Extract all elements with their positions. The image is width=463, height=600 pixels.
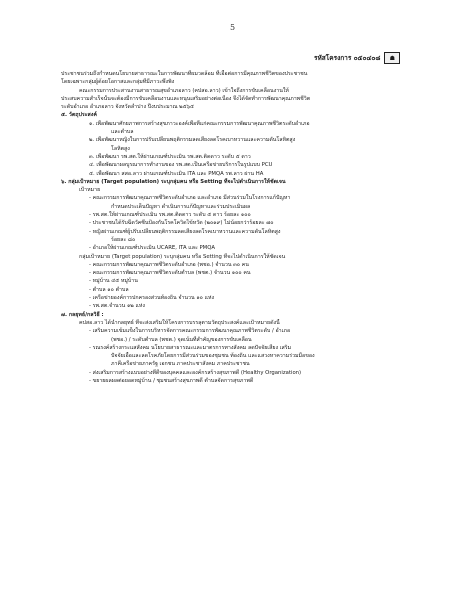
text-line: - รณรงค์สร้างกระแสสังคม นโยบายสาธารณะและมาตรการทางสังคม ลดปัจจัยเสี่ยง เสริม: [89, 344, 292, 351]
text-line: - หมู่บ้าน ๔๕ หมู่บ้าน: [89, 278, 138, 285]
text-line: - เครือข่ายองค์การปกครองส่วนท้องถิ่น จำนวน ๑๐ แห่ง: [89, 295, 215, 302]
text-line: - ตำบล ๑๐ ตำบล: [89, 286, 129, 293]
text-line: - คณะกรรมการพัฒนาคุณภาพชีวิตระดับอำเภอ (พชอ.) จำนวน ๓๐ คน: [89, 261, 249, 268]
text-line: ๔. เพื่อพัฒนาผลบูรณาการทำงานของ รพ.สต.เป็นเครือข่ายบริการในรูปแบบ PCU: [89, 162, 273, 169]
text-line: ๗. กลยุทธ์/กลวิธี :: [61, 311, 104, 318]
text-line: คปสอ.ลาว ได้นำกลยุทธ์ ที่จะส่งเสริมให้โครงการบรรลุตามวัตถุประสงค์และเป้าหมายดังนี้: [79, 319, 280, 326]
text-line: ๕. เพื่อพัฒนา สสอ.ลาว ผ่านเกณฑ์ประเมิน ITA และ PMQA รพ.ลาว ผ่าน HA: [89, 170, 264, 177]
text-line: โลหิตสูง: [111, 145, 130, 152]
text-line: ประสบความสำเร็จนั้นจะต้องมีการขับเคลื่อนงานและหนุนเสริมอย่างต่อเนื่อง จึงได้จัดทำการพัฒนาคุณภาพชีวิต: [61, 95, 311, 102]
text-line: ๑. เพื่อพัฒนาศักยภาพการสร้างสุขภาวะองค์เพื่อที่แก่คณะกรรมการพัฒนาคุณภาพชีวิตระดับอำเภอ: [89, 120, 310, 127]
text-line: - ส่งเสริมการสร้างแบบอย่างที่ดีของบุคคลและองค์กรสร้างสุขภาพดี (Healthy Organization): [89, 369, 302, 376]
page-number: 5: [230, 23, 236, 32]
project-code-label: รหัสโครงการ ๐๕๐๔๐๘: [314, 54, 381, 62]
text-line: ๒. เพื่อพัฒนาหญิงในการปรับเปลี่ยนพฤติกรรมลดเสี่ยงลดโรคเบาหวานและความดันโลหิตสูง: [89, 137, 296, 144]
text-line: และตำบล: [111, 129, 134, 136]
text-line: - ขยายผลผลต่อยอดหมู่บ้าน / ชุมชนสร้างสุขภาพดี ตำบลจัดการสุขภาพดี: [89, 377, 254, 384]
text-line: เป้าหมาย: [79, 187, 101, 194]
text-line: ปัจจัยเอื้อและลดโรคภัยโดยการมีส่วนร่วมของชุมชน ท้องถิ่น และแสวงหาความร่วมมือของ: [111, 353, 315, 360]
text-line: ๕. วัตถุประสงค์: [61, 112, 97, 119]
text-line: ๓. เพื่อพัฒนา รพ.สต.ให้ผ่านเกณฑ์ประเมิน รพ.สต.ติดดาว ระดับ ๕ ดาว: [89, 153, 251, 160]
text-line: กลุ่มเป้าหมาย (Target population) ระบุกลุ่มคน หรือ Setting ที่จะไปดำเนินการให้ชัดเจน: [79, 253, 286, 260]
project-code: [314, 52, 400, 64]
text-line: - คณะกรรมการพัฒนาคุณภาพชีวิตระดับตำบล (พชต.) จำนวน ๑๐๐ คน: [89, 270, 251, 277]
text-line: คณะกรรมการประสานงานสาธารณสุขอำเภอลาว (คปสอ.ลาว) เข้าใจถึงการขับเคลื่อนงานให้: [79, 87, 289, 94]
text-line: ภาคีเครือข่ายภาครัฐ เอกชน ภาคประชาสังคม ภาคประชาชน: [111, 361, 250, 368]
text-line: กำหนดประเด็นปัญหา ดำเนินการแก้ปัญหาและร่วมประเมินผล: [111, 203, 251, 210]
text-line: - ประชาชนได้รับฉีดวัคซีนป้องกันโรคโควิดไข้หวัด (๒๐๑๙) ไม่น้อยกว่าร้อยละ ๗๐: [89, 220, 274, 227]
text-line: - คณะกรรมการพัฒนาคุณภาพชีวิตระดับอำเภอ และอำเภอ มีส่วนร่วมในโรงการแก้ปัญหา: [89, 195, 291, 202]
text-line: - รพ.สต.ให้ผ่านเกณฑ์ประเมิน รพ.สต.ติดดาว ระดับ ๕ ดาว ร้อยละ ๑๐๐: [89, 212, 251, 219]
text-line: ๖. กลุ่มเป้าหมาย (Target population) ระบุกลุ่มคน หรือ Setting ที่จะไปดำเนินการให้ชัดเจน: [61, 178, 286, 185]
stamp-icon: ☗: [384, 52, 400, 64]
text-line: ประชาชนร่วมถึงกำหนดนโยบายสาธารณะในการพัฒนาที่ผมวดล้อม ที่เอื้อต่อการมีคุณภาพชีวิตของประชาชน: [61, 71, 308, 77]
text-line: (พชอ.) / ระดับตำบล (พชต.) จุดเน้นที่สำคัญของการขับเคลื่อน: [111, 336, 252, 343]
text-line: โดยเฉพาะกลุ่มผู้ด้อยโอกาสและกลุ่มที่มีภาวะพึ่งพิง: [61, 79, 175, 86]
text-line: - เสริมความเข้มแข็งในการบริหารจัดการคณะกรรมการพัฒนาคุณภาพชีวิตระดับ / อำเภอ: [89, 328, 291, 335]
text-line: ระดับอำเภอ อำเภอลาว จังหวัดลำปาง ปีงบประมาณ ๒๕๖๕: [61, 104, 195, 111]
text-line: - รพ.สต.จำนวน ๑๒ แห่ง: [89, 303, 145, 310]
document-body: [61, 70, 416, 385]
text-line: - หญิงผ่านเกณฑ์ผู้ปรับเปลี่ยนพฤติกรรมลดเสี่ยงลดโรคเบาหวานและความดันโลหิตสูง: [89, 228, 281, 235]
text-line: ร้อยละ ๘๐: [111, 236, 136, 243]
text-line: - อำเภอให้ผ่านเกณฑ์ประเมิน UCARE, ITA และ PMQA: [89, 245, 216, 252]
